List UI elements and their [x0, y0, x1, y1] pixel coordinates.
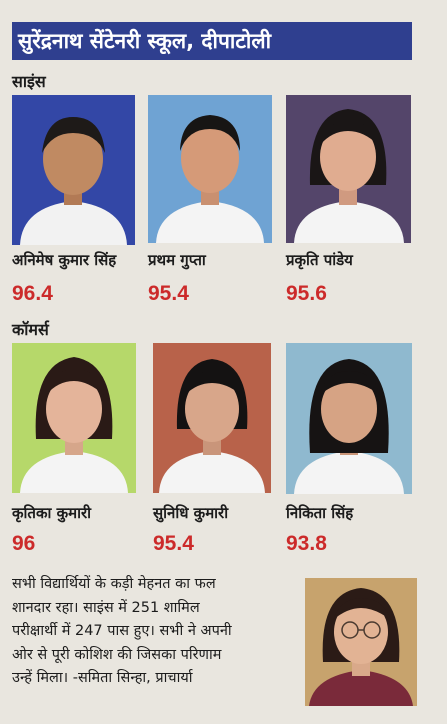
section-label-commerce: कॉमर्स: [12, 320, 49, 339]
section-label-science: साइंस: [12, 72, 46, 91]
quote-line: उन्हें मिला। -समिता सिन्हा, प्राचार्या: [12, 670, 193, 686]
student-score: 95.4: [153, 532, 194, 555]
student-photo-2: [148, 95, 272, 243]
quote-line: ओर से पूरी कोशिश की जिसका परिणाम: [12, 646, 222, 663]
student-score: 95.6: [286, 282, 327, 305]
quote-line: परीक्षार्थी में 247 पास हुए। सभी ने अपनी: [12, 623, 232, 639]
student-photo-1: [12, 95, 135, 245]
principal-quote: [12, 573, 292, 691]
quote-line: शानदार रहा। साइंस में 251 शामिल: [12, 599, 200, 616]
student-score: 93.8: [286, 532, 327, 555]
quote-line: सभी विद्यार्थियों के कड़ी मेहनत का फल: [12, 576, 216, 592]
student-name: निकिता सिंह: [286, 504, 354, 522]
student-name: कृतिका कुमारी: [12, 504, 91, 522]
student-name: प्रकृति पांडेय: [286, 251, 353, 269]
student-photo-5: [153, 343, 271, 493]
student-photo-3: [286, 95, 411, 243]
student-score: 96.4: [12, 282, 53, 305]
student-name: सुनिधि कुमारी: [153, 504, 229, 522]
school-title-banner: सुरेंद्रनाथ सेंटेनरी स्कूल, दीपाटोली: [12, 22, 412, 60]
principal-photo: [305, 578, 417, 706]
student-name: प्रथम गुप्ता: [148, 251, 206, 269]
student-name: अनिमेष कुमार सिंह: [12, 251, 117, 269]
student-photo-6: [286, 343, 412, 494]
student-score: 95.4: [148, 282, 189, 305]
student-photo-4: [12, 343, 136, 493]
student-score: 96: [12, 532, 36, 555]
